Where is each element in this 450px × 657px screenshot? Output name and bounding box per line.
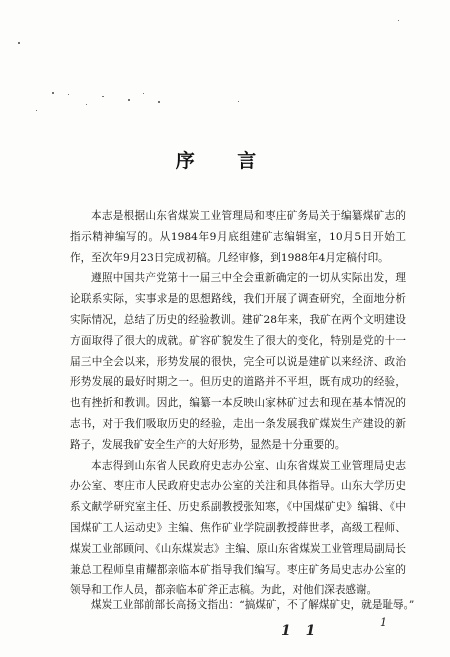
page-title: 序 言 <box>175 150 275 172</box>
body-text <box>70 206 406 601</box>
quote-line: 煤炭工业部前部长高扬文指出：“搞煤矿，不了解煤矿史，就是耻辱。” <box>91 599 415 611</box>
scan-speck <box>238 101 239 102</box>
scan-speck <box>36 110 37 111</box>
paragraph: 本志得到山东省人民政府史志办公室、山东省煤炭工业管理局史志办公室、枣庄市人民政府史志办公室的关注和具体指导。山东大学历史系文献学研究室主任、历史系副教授张知寒，《中国煤矿史》编辑、《中国煤矿工人运动史》主编、焦作矿业学院副教授薛世孝，高级工程师、煤炭工业部顾问、《山东煤炭志》主编、原山东省煤炭工业管理局副局长兼总工程师皇甫耀都亲临本矿指导我们编写。枣庄矿务局史志办公室的领导和工作人员，都亲临本矿斧正志稿。为此，对他们深表感谢。 <box>70 459 406 597</box>
scan-speck <box>52 92 54 94</box>
paragraph: 本志是根据山东省煤炭工业管理局和枣庄矿务局关于编纂煤矿志的指示精神编写的。从1984年9月底组建矿志编辑室，10月5日开始工作，至次年9月23日完成初稿。几经审修，到1988年4月定稿付印。 <box>70 210 406 264</box>
scan-speck <box>128 99 130 101</box>
scan-speck <box>143 93 144 94</box>
scan-speck <box>398 20 399 21</box>
scan-speck <box>86 104 87 105</box>
scan-speck <box>102 96 104 97</box>
scan-speck <box>18 42 20 44</box>
footer-marks: 1 1 <box>281 623 321 639</box>
page-number: 1 <box>380 616 387 629</box>
paragraph: 遵照中国共产党第十一届三中全会重新确定的一切从实际出发，理论联系实际，实事求是的思想路线，我们开展了调查研究，全面地分析实际情况，总结了历史的经验教训。建矿28年来，我矿在两个文明建设方面取得了很大的成就。矿容矿貌发生了很大的变化，特别是党的十一届三中全会以来，形势发展的很快，完全可以说是建矿以来经济、政治形势发展的最好时期之一。但历史的道路并不平坦，既有成功的经验，也有挫折和教训。因此，编纂一本反映山家林矿过去和现在基本情况的志书，对于我们吸取历史的经验，走出一条发展我矿煤炭生产建设的新路子，发展我矿安全生产的大好形势，显然是十分重要的。 <box>70 272 406 451</box>
scan-speck <box>158 101 160 103</box>
scan-speck <box>68 94 69 95</box>
